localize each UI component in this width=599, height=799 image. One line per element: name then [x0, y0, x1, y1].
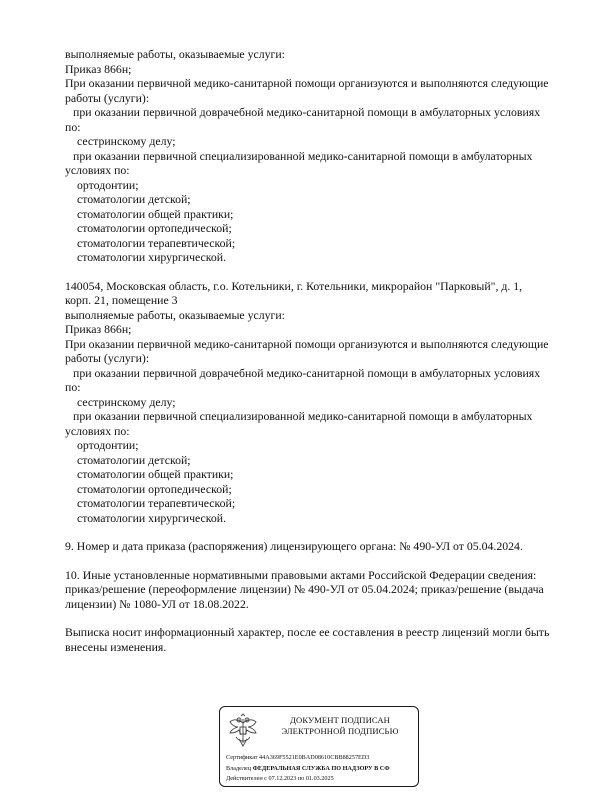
service-item: стоматологии общей практики; [77, 206, 234, 221]
electronic-signature-stamp [219, 706, 419, 787]
intro-text-cont: работы (услуги): [65, 351, 150, 365]
valid-label: Действителен с [226, 775, 267, 782]
valid-to-label: по [297, 775, 305, 782]
service-item: стоматологии терапевтической; [77, 235, 236, 250]
service-item: сестринскому делу; [77, 394, 176, 409]
section-10-other-info-cont: лицензии) № 1080-УЛ от 18.08.2022. [65, 596, 249, 611]
validity-row [226, 774, 416, 785]
double-headed-eagle-emblem-icon [226, 713, 260, 749]
certificate-row [226, 753, 416, 764]
intro-text: При оказании первичной медико-санитарной помощи организуются и выполняются следующие [65, 76, 549, 90]
address-line-cont: корп. 21, помещение 3 [65, 293, 178, 307]
valid-to: 01.03.2025 [305, 775, 334, 782]
stamp-title-line: ДОКУМЕНТ ПОДПИСАН [290, 715, 390, 725]
service-item: сестринскому делу; [77, 134, 176, 148]
intro-text: При оказании первичной медико-санитарной помощи организуются и выполняются следующие [65, 336, 549, 351]
works-label: выполняемые работы, оказываемые услуги: [65, 307, 285, 322]
section-10-other-info-cont: приказ/решение (переоформление лицензии) № 490-УЛ от 05.04.2024; приказ/решение (выдача [65, 582, 544, 596]
order-ref: Приказ 866н; [65, 61, 132, 76]
section-10-other-info: 10. Иные установленные нормативными правовыми актами Российской Федерации сведения: [65, 567, 537, 582]
owner-row [226, 764, 416, 775]
specialized-care-text-cont: условиях по: [65, 423, 130, 438]
service-item: стоматологии ортопедической; [77, 481, 232, 496]
owner-label: Владелец [226, 764, 252, 772]
service-item: стоматологии детской; [77, 452, 191, 467]
certificate-label: Сертификат [226, 754, 258, 761]
pre-medical-care-text-cont: по: [65, 119, 81, 134]
pre-medical-care-text: при оказании первичной доврачебной медико-санитарной помощи в амбулаторных условиях [73, 105, 541, 119]
specialized-care-text-cont: условиях по: [65, 163, 130, 177]
stamp-title [266, 715, 414, 737]
section-9-order: 9. Номер и дата приказа (распоряжения) лицензирующего органа: № 490-УЛ от 05.04.2024. [65, 539, 523, 553]
disclaimer-note-cont: внесены изменения. [65, 639, 167, 654]
stamp-title-line: ЭЛЕКТРОННОЙ ПОДПИСЬЮ [281, 726, 399, 736]
order-ref: Приказ 866н; [65, 322, 132, 336]
pre-medical-care-text-cont: по: [65, 380, 81, 394]
specialized-care-text: при оказании первичной специализированной медико-санитарной помощи в амбулаторных [73, 409, 533, 423]
disclaimer-note: Выписка носит информационный характер, после ее составления в реестр лицензий могли быть [65, 625, 550, 639]
service-item: стоматологии хирургической. [77, 510, 227, 525]
service-item: ортодонтии; [77, 177, 139, 192]
service-item: ортодонтии; [77, 438, 139, 452]
service-item: стоматологии хирургической. [77, 250, 227, 264]
intro-text-cont: работы (услуги): [65, 90, 150, 105]
service-item: стоматологии детской; [77, 192, 191, 206]
specialized-care-text: при оказании первичной специализированной медико-санитарной помощи в амбулаторных [73, 148, 533, 163]
works-label: выполняемые работы, оказываемые услуги: [65, 47, 285, 61]
valid-from: 07.12.2023 [268, 775, 297, 782]
certificate-value: 44A369F5521E0BAD08610CBB88257ED3 [259, 754, 370, 761]
service-item: стоматологии общей практики; [77, 467, 234, 481]
service-item: стоматологии терапевтической; [77, 496, 236, 510]
document-body [65, 47, 565, 654]
service-item: стоматологии ортопедической; [77, 221, 232, 235]
address-line: 140054, Московская область, г.о. Котельники, г. Котельники, микрорайон "Парковый", д. 1, [65, 278, 523, 293]
pre-medical-care-text: при оказании первичной доврачебной медико-санитарной помощи в амбулаторных условиях [73, 365, 541, 380]
stamp-details [226, 753, 416, 785]
owner-value: ФЕДЕРАЛЬНАЯ СЛУЖБА ПО НАДЗОРУ В СФ [252, 764, 390, 772]
